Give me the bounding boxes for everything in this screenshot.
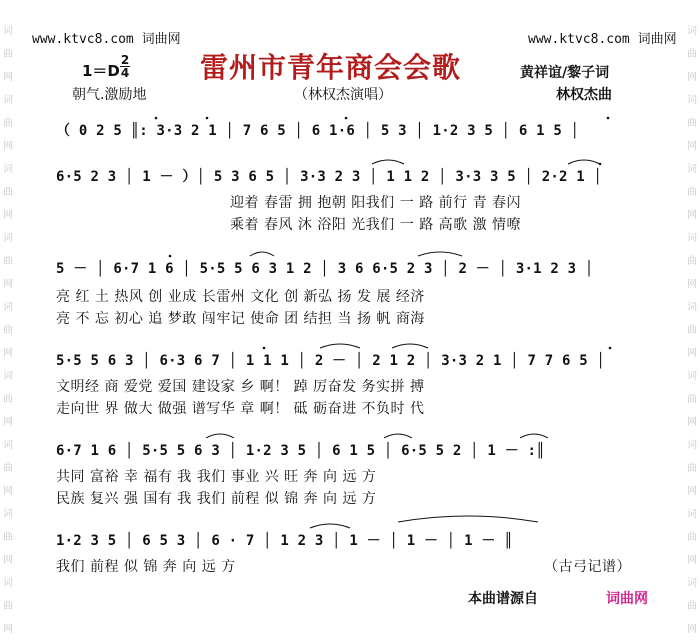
mood-marking: 朝气.激励地 xyxy=(72,87,147,103)
octave-dot xyxy=(263,347,266,350)
lyricist: 黄祥谊/黎子词 xyxy=(520,65,610,81)
lyrics-row-6-verse-1: 我们 前程 似 锦 奔 向 远 方 xyxy=(56,559,236,575)
slur xyxy=(392,344,428,348)
octave-dot xyxy=(345,117,348,120)
slur xyxy=(384,434,412,438)
lyrics-row-4-verse-2: 走向世 界 做大 做强 谱写华 章 啊！ 砥 砺奋进 不负时 代 xyxy=(56,401,425,417)
source-label: 本曲谱源自 xyxy=(468,591,538,607)
time-top: 2 xyxy=(120,53,130,67)
notes-row-4: 5·5 5 6 3 │ 6·3 6 7 │ 1 1 1 │ 2 － │ 2 1 2 │ 3·3 2 1 │ 7 7 6 5 │ xyxy=(56,353,606,369)
slur xyxy=(372,160,404,164)
notes-row-6: 1·2 3 5 │ 6 5 3 │ 6 · 7 │ 1 2 3 │ 1 － │ 1 － │ 1 － ║ xyxy=(56,533,513,549)
page-title: 雷州市青年商会会歌 xyxy=(200,51,462,84)
slur xyxy=(310,524,350,528)
slur xyxy=(250,252,274,256)
lyrics-row-5-verse-2: 民族 复兴 强 国有 我 我们 前程 似 锦 奔 向 远 方 xyxy=(56,491,377,507)
watermark-right: 词曲网词曲网词曲网词曲网词曲网词曲网词曲网词曲网词曲网 xyxy=(687,26,697,635)
octave-dot xyxy=(599,163,602,166)
site-watermark-left: www.ktvc8.com 词曲网 xyxy=(32,32,181,47)
octave-dot xyxy=(607,117,610,120)
slur xyxy=(568,160,600,164)
lyrics-row-5-verse-1: 共同 富裕 幸 福有 我 我们 事业 兴 旺 奔 向 远 方 xyxy=(56,469,377,485)
time-bottom: 4 xyxy=(120,66,130,80)
brand-link[interactable]: 词曲网 xyxy=(606,591,648,607)
lyrics-row-4-verse-1: 文明经 商 爱党 爱国 建设家 乡 啊！ 踔 厉奋发 务实拼 搏 xyxy=(56,379,425,395)
slur xyxy=(320,344,360,348)
notes-row-5: 6·7 1 6 │ 5·5 5 6 3 │ 1·2 3 5 │ 6 1 5 │ 6·5 5 2 │ 1 － :║ xyxy=(56,443,545,459)
tie xyxy=(398,516,538,522)
slur xyxy=(520,434,548,438)
notes-row-3: 5 － │ 6·7 1 6 │ 5·5 5 6 3 1 2 │ 3 6 6·5 2 3 │ 2 － │ 3·1 2 3 │ xyxy=(56,261,594,277)
slur xyxy=(418,252,462,256)
composer: 林权杰曲 xyxy=(556,87,612,103)
lyrics-row-3-verse-1: 亮 红 土 热风 创 业成 长雷州 文化 创 新弘 扬 发 展 经济 xyxy=(56,289,425,305)
octave-dot xyxy=(609,347,612,350)
octave-dot xyxy=(169,255,172,258)
slur xyxy=(206,434,234,438)
site-watermark-right: www.ktvc8.com 词曲网 xyxy=(528,32,677,47)
lyrics-row-3-verse-2: 亮 不 忘 初心 追 梦敢 闯牢记 使命 团 结担 当 扬 帆 商海 xyxy=(56,311,425,327)
transcriber-credit: （古弓记谱） xyxy=(544,559,631,575)
octave-dot xyxy=(155,117,158,120)
key-signature: 1＝D xyxy=(82,62,120,80)
lyrics-row-2-verse-2: 乘着 春风 沐 浴阳 光我们 一 路 高歌 激 情嘹 xyxy=(230,217,522,233)
performer: （林权杰演唱） xyxy=(294,87,392,103)
watermark-left: 词曲网词曲网词曲网词曲网词曲网词曲网词曲网词曲网词曲网 xyxy=(3,26,13,635)
lyrics-row-2-verse-1: 迎着 春雷 拥 抱朝 阳我们 一 路 前行 青 春闪 xyxy=(230,195,522,211)
notes-row-1: （ 0 2 5 ║: 3·3 2 1 │ 7 6 5 │ 6 1·6 │ 5 3 │ 1·2 3 5 │ 6 1 5 │ xyxy=(56,123,580,139)
octave-dot xyxy=(206,117,209,120)
notes-row-2: 6·5 2 3 │ 1 － ）│ 5 3 6 5 │ 3·3 2 3 │ 1 1 2 │ 3·3 3 5 │ 2·2 1 │ xyxy=(56,169,603,185)
